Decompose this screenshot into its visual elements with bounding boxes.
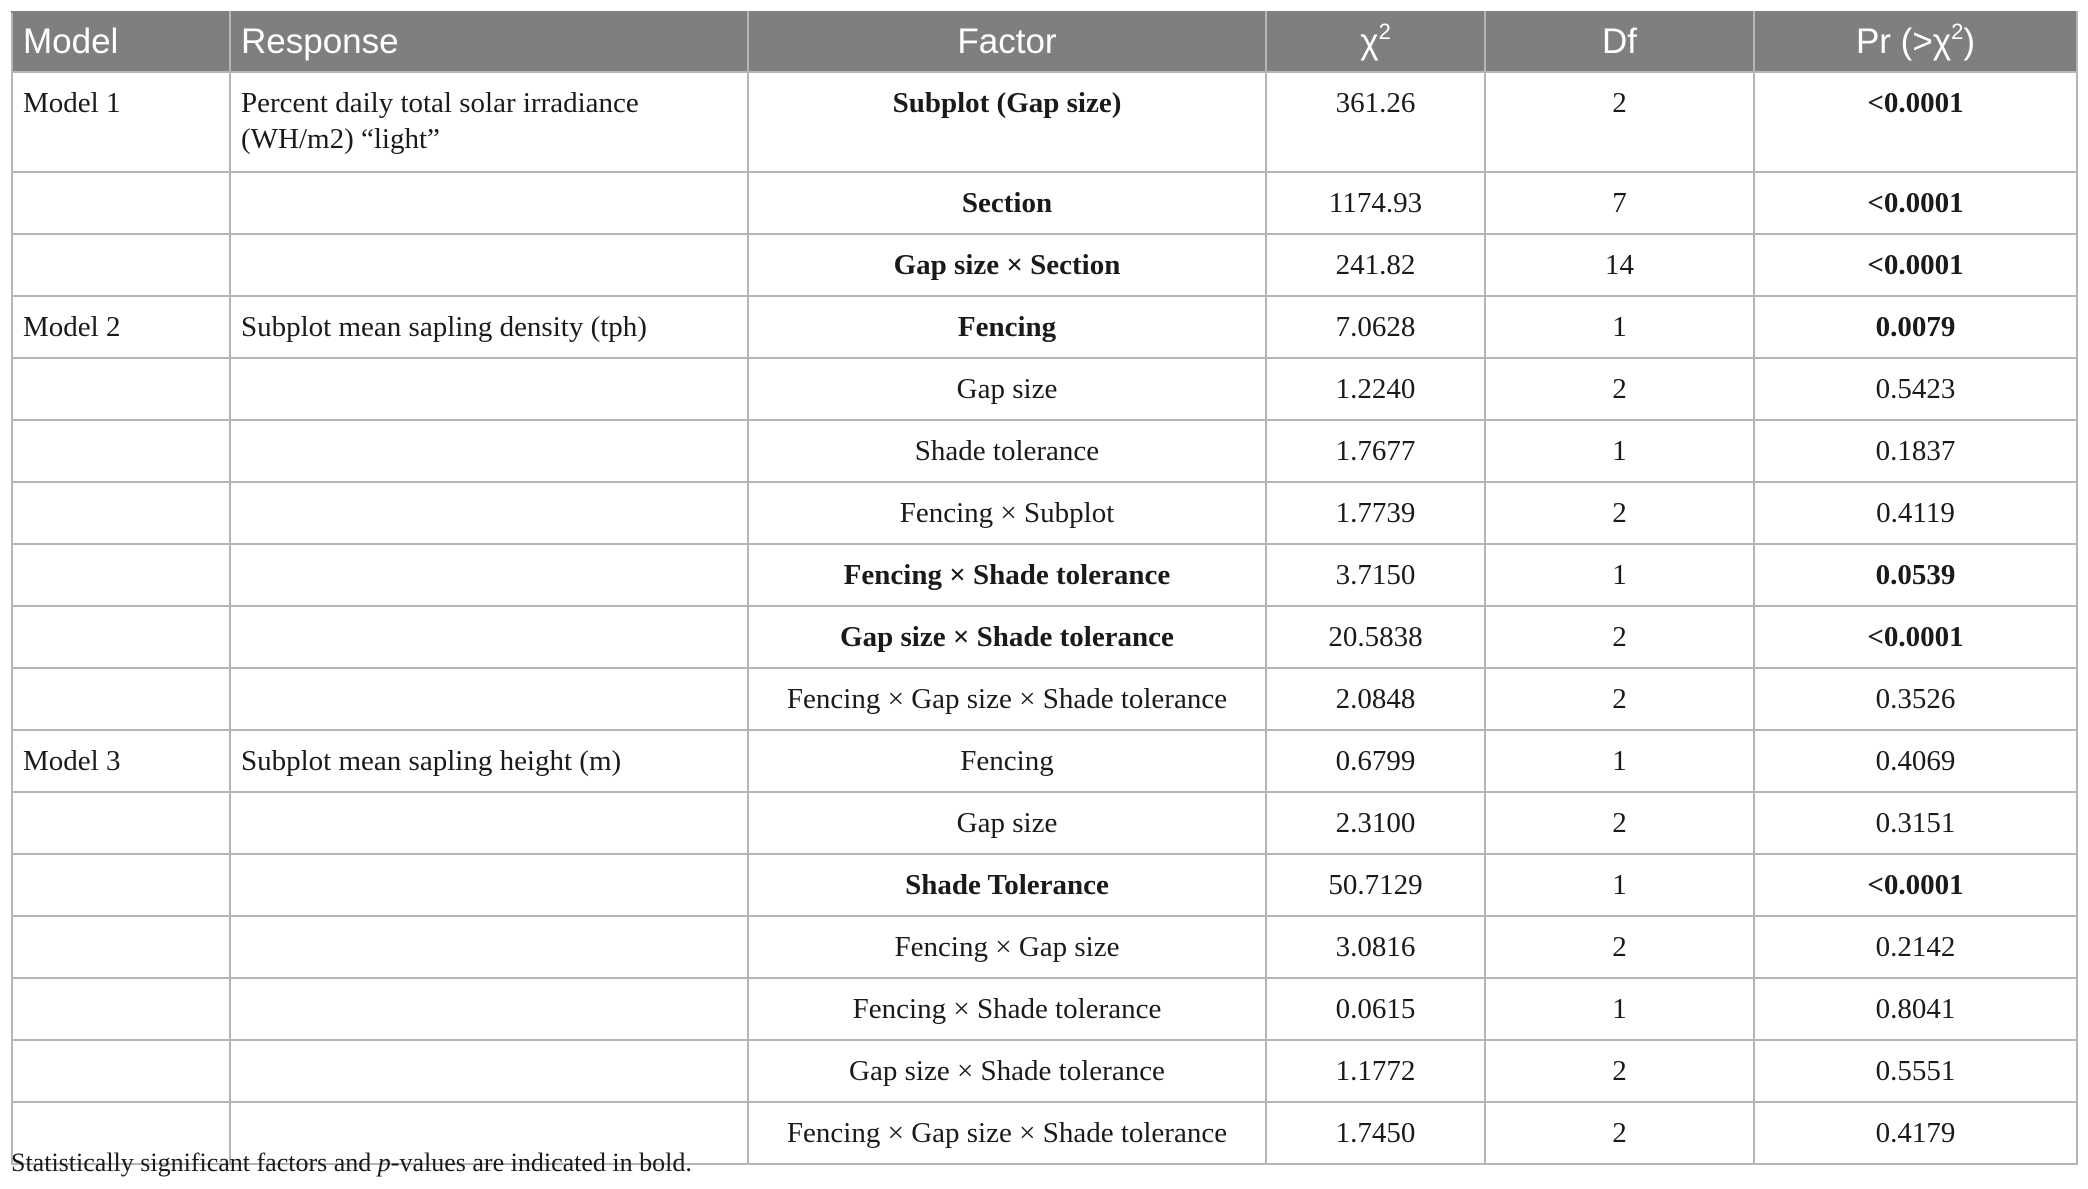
header-p-value: [1754, 12, 2077, 72]
cell-factor: Fencing × Gap size: [748, 916, 1266, 978]
table-row: [12, 1040, 2077, 1102]
cell-factor: Fencing × Shade tolerance: [748, 978, 1266, 1040]
cell-factor: Gap size × Shade tolerance: [748, 606, 1266, 668]
cell-p-value: 0.4119: [1754, 482, 2077, 544]
cell-p-value: 0.5551: [1754, 1040, 2077, 1102]
cell-response: [230, 978, 748, 1040]
cell-df: 2: [1485, 72, 1754, 172]
header-pr-prefix: Pr (>χ: [1855, 22, 1952, 61]
cell-factor: Fencing: [748, 730, 1266, 792]
cell-p-value: 0.4069: [1754, 730, 2077, 792]
cell-chi-squared: 241.82: [1266, 234, 1485, 296]
table-row: [12, 792, 2077, 854]
cell-factor: Gap size: [748, 358, 1266, 420]
cell-chi-squared: 0.6799: [1266, 730, 1485, 792]
cell-response: [230, 1040, 748, 1102]
header-df: Df: [1485, 12, 1754, 72]
table-row: [12, 296, 2077, 358]
cell-factor: Gap size × Shade tolerance: [748, 1040, 1266, 1102]
cell-model: [12, 420, 230, 482]
cell-factor: Gap size: [748, 792, 1266, 854]
cell-chi-squared: 2.3100: [1266, 792, 1485, 854]
header-response: Response: [230, 12, 748, 72]
cell-chi-squared: 1.7739: [1266, 482, 1485, 544]
table-row: [12, 72, 2077, 172]
cell-response: Percent daily total solar irradiance (WH/m2) “light”: [230, 72, 748, 172]
footnote-text-after: -values are indicated in bold.: [390, 1148, 692, 1177]
cell-df: 7: [1485, 172, 1754, 234]
cell-p-value: <0.0001: [1754, 854, 2077, 916]
cell-df: 14: [1485, 234, 1754, 296]
cell-response: [230, 420, 748, 482]
cell-p-value: 0.0079: [1754, 296, 2077, 358]
cell-factor: Section: [748, 172, 1266, 234]
cell-model: [12, 172, 230, 234]
cell-response: [230, 482, 748, 544]
cell-p-value: 0.8041: [1754, 978, 2077, 1040]
table-body: [12, 72, 2077, 1164]
table-row: [12, 606, 2077, 668]
cell-response: [230, 606, 748, 668]
header-chi-squared: [1266, 12, 1485, 72]
table-row: [12, 420, 2077, 482]
cell-chi-squared: 3.7150: [1266, 544, 1485, 606]
cell-factor: Fencing × Gap size × Shade tolerance: [748, 1102, 1266, 1164]
cell-p-value: 0.0539: [1754, 544, 2077, 606]
cell-p-value: <0.0001: [1754, 72, 2077, 172]
cell-factor: Shade tolerance: [748, 420, 1266, 482]
cell-p-value: 0.3151: [1754, 792, 2077, 854]
cell-df: 2: [1485, 668, 1754, 730]
cell-model: [12, 1040, 230, 1102]
cell-response: [230, 172, 748, 234]
cell-chi-squared: 2.0848: [1266, 668, 1485, 730]
cell-response: [230, 358, 748, 420]
cell-model: [12, 234, 230, 296]
cell-df: 2: [1485, 358, 1754, 420]
cell-chi-squared: 1.7677: [1266, 420, 1485, 482]
cell-df: 1: [1485, 544, 1754, 606]
cell-response: [230, 916, 748, 978]
table-header: [12, 12, 2077, 72]
cell-model: [12, 978, 230, 1040]
cell-df: 1: [1485, 854, 1754, 916]
header-pr-suffix: ): [1963, 22, 1976, 61]
table-row: [12, 172, 2077, 234]
cell-df: 1: [1485, 978, 1754, 1040]
cell-chi-squared: 1.7450: [1266, 1102, 1485, 1164]
cell-model: [12, 792, 230, 854]
cell-factor: Fencing × Shade tolerance: [748, 544, 1266, 606]
table-row: [12, 668, 2077, 730]
cell-chi-squared: 0.0615: [1266, 978, 1485, 1040]
cell-factor: Shade Tolerance: [748, 854, 1266, 916]
cell-p-value: 0.3526: [1754, 668, 2077, 730]
cell-factor: Fencing × Subplot: [748, 482, 1266, 544]
cell-df: 2: [1485, 792, 1754, 854]
header-factor: Factor: [748, 12, 1266, 72]
cell-p-value: <0.0001: [1754, 606, 2077, 668]
cell-factor: Fencing: [748, 296, 1266, 358]
header-pr-superscript: 2: [1951, 19, 1964, 44]
cell-response: [230, 792, 748, 854]
results-table: [11, 11, 2078, 1165]
cell-df: 1: [1485, 296, 1754, 358]
header-model: Model: [12, 12, 230, 72]
cell-response: [230, 544, 748, 606]
cell-chi-squared: 20.5838: [1266, 606, 1485, 668]
table-row: [12, 234, 2077, 296]
cell-p-value: 0.2142: [1754, 916, 2077, 978]
cell-model: [12, 358, 230, 420]
table-row: [12, 482, 2077, 544]
header-chi-symbol: χ: [1360, 22, 1379, 61]
cell-factor: Gap size × Section: [748, 234, 1266, 296]
cell-p-value: <0.0001: [1754, 172, 2077, 234]
table-row: [12, 544, 2077, 606]
cell-factor: Subplot (Gap size): [748, 72, 1266, 172]
cell-df: 2: [1485, 916, 1754, 978]
cell-chi-squared: 1.1772: [1266, 1040, 1485, 1102]
cell-df: 1: [1485, 420, 1754, 482]
table-row: [12, 854, 2077, 916]
table-row: [12, 358, 2077, 420]
table-row: [12, 916, 2077, 978]
cell-response: Subplot mean sapling height (m): [230, 730, 748, 792]
cell-chi-squared: 1174.93: [1266, 172, 1485, 234]
footnote-italic-p: p: [377, 1148, 391, 1177]
cell-df: 1: [1485, 730, 1754, 792]
cell-model: [12, 916, 230, 978]
cell-model: Model 1: [12, 72, 230, 172]
cell-p-value: <0.0001: [1754, 234, 2077, 296]
cell-chi-squared: 3.0816: [1266, 916, 1485, 978]
cell-model: [12, 854, 230, 916]
cell-response: [230, 854, 748, 916]
table-row: [12, 730, 2077, 792]
table-row: [12, 978, 2077, 1040]
cell-model: Model 3: [12, 730, 230, 792]
header-row: [12, 12, 2077, 72]
cell-response: [230, 234, 748, 296]
cell-p-value: 0.4179: [1754, 1102, 2077, 1164]
cell-df: 2: [1485, 606, 1754, 668]
cell-model: [12, 482, 230, 544]
cell-model: Model 2: [12, 296, 230, 358]
cell-df: 2: [1485, 1040, 1754, 1102]
cell-response: [230, 668, 748, 730]
cell-model: [12, 606, 230, 668]
cell-model: [12, 544, 230, 606]
table-footnote: [11, 1148, 692, 1178]
cell-factor: Fencing × Gap size × Shade tolerance: [748, 668, 1266, 730]
header-chi-superscript: 2: [1378, 19, 1391, 44]
cell-df: 2: [1485, 1102, 1754, 1164]
footnote-text-before: Statistically significant factors and: [11, 1148, 378, 1177]
cell-chi-squared: 361.26: [1266, 72, 1485, 172]
cell-chi-squared: 1.2240: [1266, 358, 1485, 420]
cell-chi-squared: 50.7129: [1266, 854, 1485, 916]
cell-response: Subplot mean sapling density (tph): [230, 296, 748, 358]
results-table-container: [11, 11, 2076, 1165]
cell-p-value: 0.5423: [1754, 358, 2077, 420]
cell-df: 2: [1485, 482, 1754, 544]
cell-p-value: 0.1837: [1754, 420, 2077, 482]
cell-chi-squared: 7.0628: [1266, 296, 1485, 358]
cell-model: [12, 668, 230, 730]
